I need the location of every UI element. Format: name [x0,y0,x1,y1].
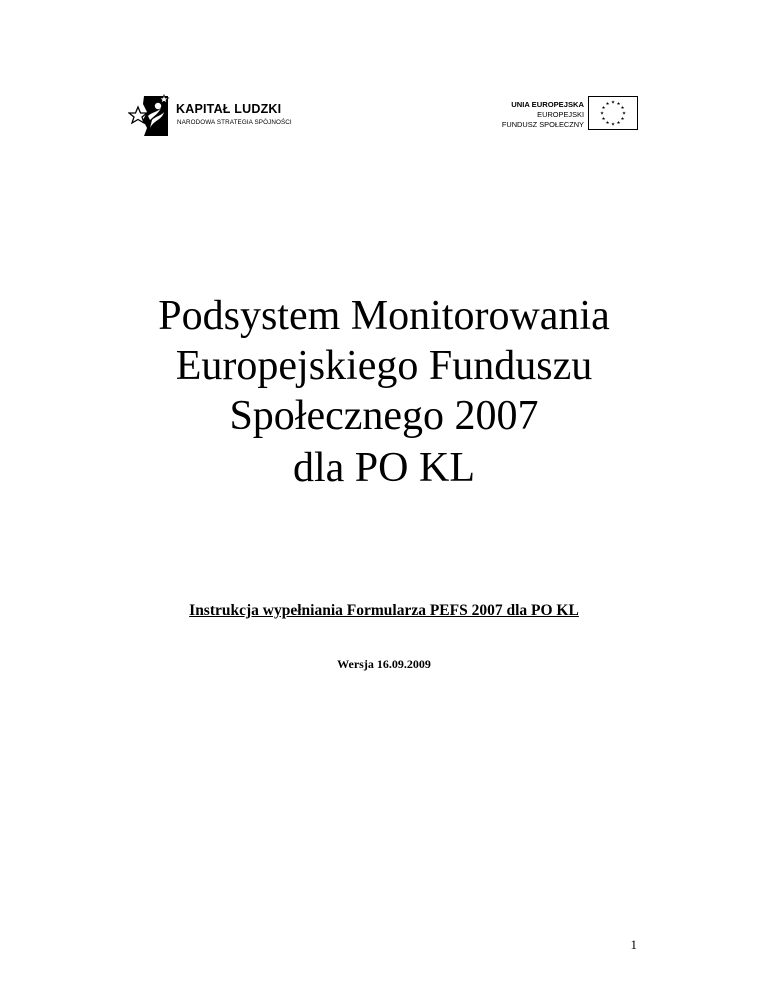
title-line-2: Europejskiego Funduszu [175,343,593,389]
svg-text:★: ★ [605,102,610,107]
eu-logo [484,96,640,132]
svg-text:★: ★ [599,111,605,117]
kapital-ludzki-logo [128,90,308,140]
svg-text:★: ★ [616,102,621,107]
svg-text:★: ★ [620,106,625,111]
logo-title: KAPITAŁ LUDZKI [176,102,282,116]
eu-flag-icon [588,96,638,130]
document-subtitle: Instrukcja wypełniania Formularza PEFS 2007 dla PO KL [189,602,579,619]
eu-logo-text [502,100,584,130]
page-number: 1 [630,937,637,952]
svg-text:★: ★ [601,117,606,122]
title-line-4: dla PO KL [293,445,475,491]
eu-logo-line3: FUNDUSZ SPOŁECZNY [501,120,584,129]
eu-logo-line2: EUROPEJSKI [537,110,584,119]
svg-text:★: ★ [605,121,610,126]
svg-text:★: ★ [620,117,625,122]
logo-subtitle: NARODOWA STRATEGIA SPÓJNOŚCI [177,119,292,126]
title-line-1: Podsystem Monitorowania [158,293,610,339]
svg-text:★: ★ [601,106,606,111]
document-version: Wersja 16.09.2009 [337,657,431,671]
eu-logo-line1: UNIA EUROPEJSKA [511,100,584,109]
title-line-3: Społecznego 2007 [229,393,539,439]
svg-text:★: ★ [621,111,627,117]
svg-text:★: ★ [610,122,616,128]
svg-text:★: ★ [610,100,616,106]
kapital-ludzki-emblem-icon [128,90,174,140]
document-title [0,291,768,493]
svg-text:★: ★ [616,121,621,126]
